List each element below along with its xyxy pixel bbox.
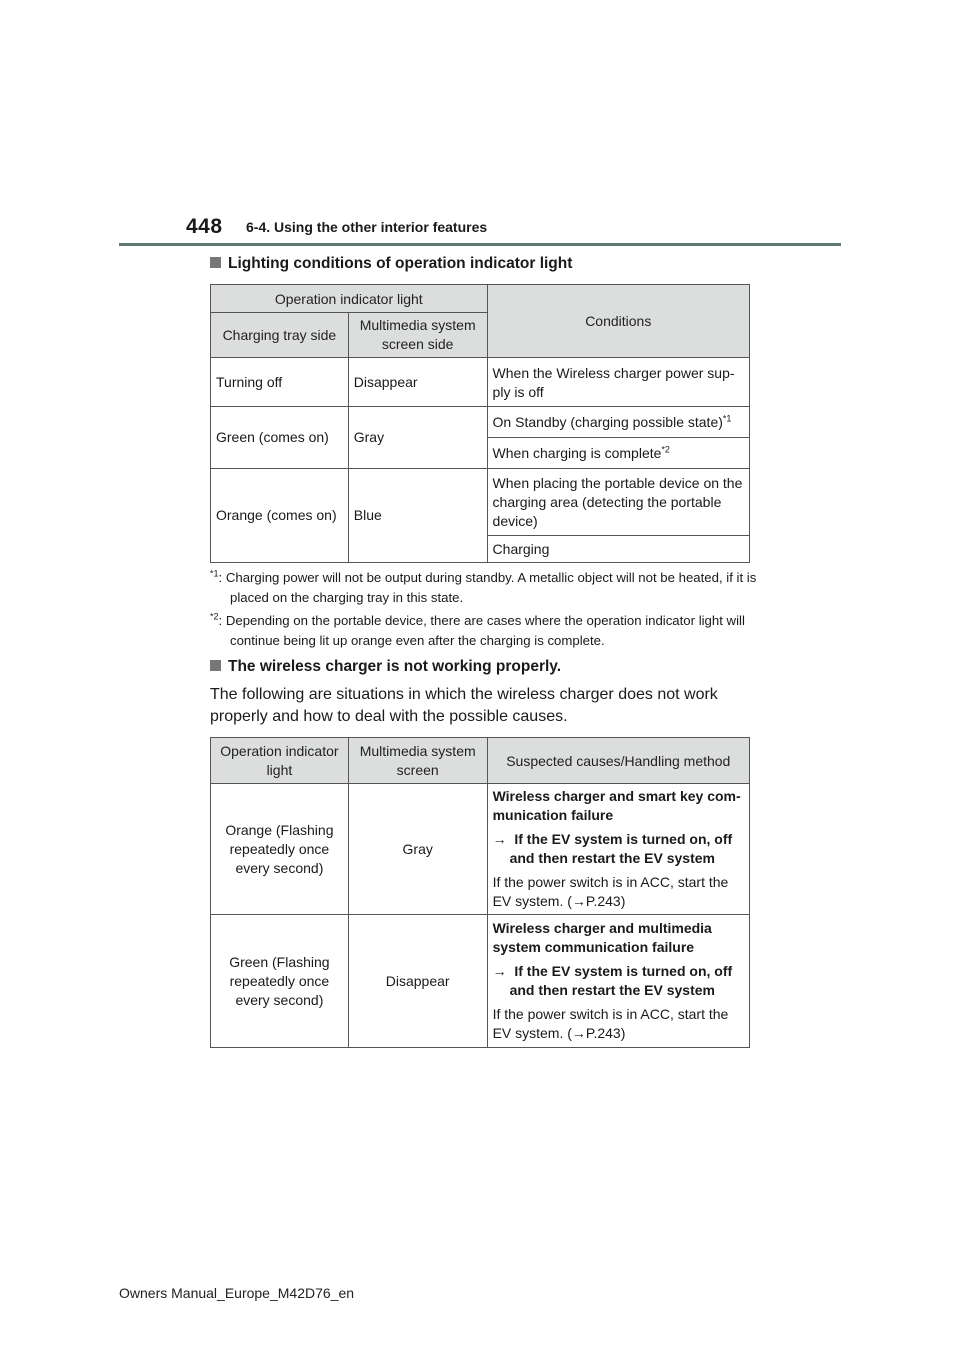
th-conditions: Conditions <box>487 285 749 358</box>
th-indicator-light: Operation indicator light <box>211 738 349 784</box>
table-cell <box>487 784 749 915</box>
footnote-2 <box>210 611 775 651</box>
header-divider <box>119 243 841 246</box>
footnote-1 <box>210 568 775 608</box>
square-bullet-icon <box>210 257 221 268</box>
section-heading-not-working <box>210 658 561 676</box>
footnote-text: : Depending on the portable device, there are cases where the operation indicator light will continue being lit up orange even after the charging is complete. <box>218 613 745 648</box>
indicator-light-table <box>210 284 750 563</box>
table-cell: When placing the portable device on the charging area (detecting the portable device) <box>487 469 749 536</box>
footnote-text: : Charging power will not be output during standby. A metallic object will not be heated, if it is placed on the charging tray in this state. <box>218 570 757 605</box>
th-tray-side: Charging tray side <box>211 313 349 358</box>
handling-step <box>493 962 744 1000</box>
cause-text: Wireless charger and smart key com-munication failure <box>492 788 741 823</box>
th-indicator-light: Operation indicator light <box>211 285 488 313</box>
heading-text: The wireless charger is not working properly. <box>228 658 562 675</box>
heading-text: Lighting conditions of operation indicator light <box>228 255 573 272</box>
table-cell <box>487 407 749 438</box>
chapter-title: 6-4. Using the other interior features <box>246 219 488 235</box>
table-cell: Turning off <box>211 358 349 407</box>
table-cell: Green (Flashing repeatedly once every second) <box>211 915 349 1048</box>
handling-step <box>493 830 744 868</box>
table-cell <box>487 915 749 1048</box>
table-cell: Gray <box>348 784 487 915</box>
handling-text: If the EV system is turned on, off and then restart the EV system <box>509 831 733 866</box>
section-heading-lighting <box>210 255 572 273</box>
table-cell: Blue <box>348 469 487 563</box>
footnote-mark: *2 <box>210 611 219 622</box>
table-cell <box>487 438 749 469</box>
table-cell: Disappear <box>348 358 487 407</box>
footnote-ref: *2 <box>661 443 670 454</box>
th-causes: Suspected causes/Handling method <box>487 738 749 784</box>
note-text: If the power switch is in ACC, start the EV system. (→P.243) <box>492 874 729 909</box>
th-screen: Multimedia system screen <box>348 738 487 784</box>
table-cell: When the Wireless charger power sup-ply is off <box>487 358 749 407</box>
table-cell: Orange (Flashing repeatedly once every second) <box>211 784 349 915</box>
condition-text: On Standby (charging possible state) <box>492 413 723 430</box>
cause-text: Wireless charger and multimedia system communication failure <box>492 920 712 955</box>
note-text: If the power switch is in ACC, start the EV system. (→P.243) <box>492 1006 729 1041</box>
square-bullet-icon <box>210 660 221 671</box>
troubleshooting-table <box>210 737 750 1048</box>
table-cell: Orange (comes on) <box>211 469 349 563</box>
intro-paragraph: The following are situations in which the wireless charger does not work properly and how to deal with the possible causes. <box>210 686 718 725</box>
table-cell: Green (comes on) <box>211 407 349 469</box>
handling-text: If the EV system is turned on, off and then restart the EV system <box>509 963 733 998</box>
footer-text: Owners Manual_Europe_M42D76_en <box>119 1285 355 1301</box>
th-screen-side: Multimedia system screen side <box>348 313 487 358</box>
arrow-icon: → <box>492 963 507 979</box>
table-cell: Charging <box>487 536 749 563</box>
arrow-icon: → <box>492 831 507 847</box>
footnote-mark: *1 <box>210 568 219 579</box>
table-cell: Disappear <box>348 915 487 1048</box>
table-cell: Gray <box>348 407 487 469</box>
footnote-ref: *1 <box>722 412 732 423</box>
condition-text: When charging is complete <box>492 444 662 461</box>
page-number: 448 <box>186 215 223 238</box>
